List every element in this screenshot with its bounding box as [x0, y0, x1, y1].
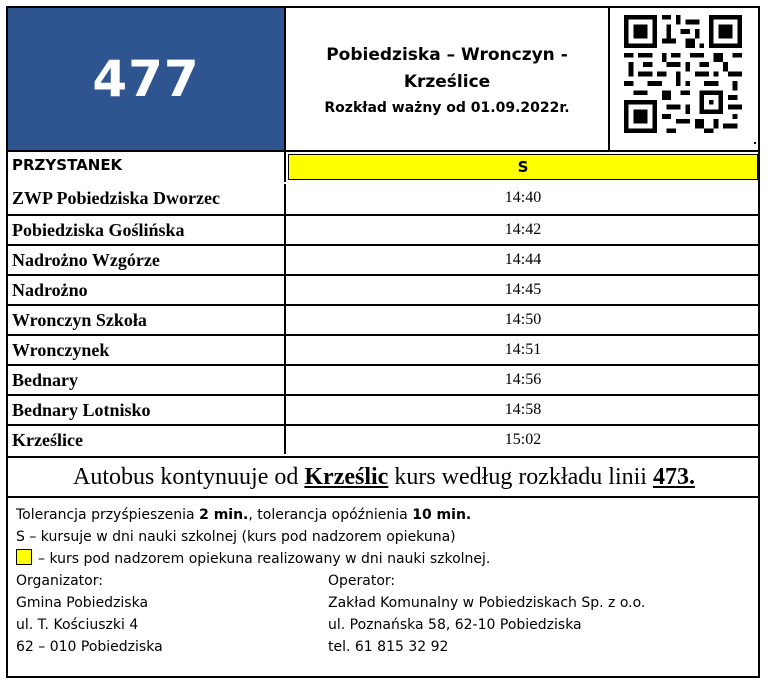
tolerance-prefix: Tolerancja przyśpieszenia	[16, 507, 200, 523]
corner-dot	[754, 142, 756, 144]
line-number: 477	[92, 50, 200, 108]
notes-section	[16, 504, 756, 658]
legend-note	[16, 548, 756, 570]
departure-time: 14:45	[504, 281, 542, 298]
table-row	[8, 274, 760, 304]
operator-phone: tel. 61 815 32 92	[328, 639, 449, 655]
departure-time: 14:40	[504, 189, 542, 206]
continuation-middle: kurs według rozkładu linii	[388, 464, 653, 490]
table-row	[8, 394, 760, 424]
operator-name: Zakład Komunalny w Pobiedziskach Sp. z o.o.	[328, 595, 646, 611]
table-header-row	[8, 150, 760, 182]
organizer-label: Organizator:	[16, 573, 103, 589]
organizer-city: 62 – 010 Pobiedziska	[16, 639, 163, 655]
departure-time: 14:50	[504, 311, 542, 328]
stops-table	[8, 184, 760, 454]
tolerance-early: 2 min.	[199, 507, 249, 523]
operator-street: ul. Poznańska 58, 62-10 Pobiedziska	[328, 617, 582, 633]
stop-name: Pobiedziska Goślińska	[8, 216, 286, 244]
continuation-prefix: Autobus kontynuuje od	[73, 464, 305, 490]
continuation-line: 473.	[652, 464, 695, 490]
continuation-note	[8, 456, 760, 498]
line-number-box	[8, 8, 286, 150]
table-row	[8, 334, 760, 364]
table-row	[8, 214, 760, 244]
tolerance-late: 10 min.	[412, 507, 472, 523]
departure-time: 15:02	[504, 431, 542, 448]
departure-time: 14:51	[504, 341, 542, 358]
operator-label: Operator:	[328, 573, 396, 589]
validity-date: Rozkład ważny od 01.09.2022r.	[324, 100, 570, 116]
contacts	[16, 570, 756, 658]
stop-name: Wronczynek	[8, 336, 286, 364]
route-header	[286, 8, 610, 150]
stop-name: Bednary	[8, 366, 286, 394]
table-row	[8, 364, 760, 394]
stop-name: Bednary Lotnisko	[8, 396, 286, 424]
stop-name: ZWP Pobiedziska Dworzec	[8, 184, 286, 214]
stop-name: Nadrożno Wzgórze	[8, 246, 286, 274]
departure-time: 14:58	[504, 401, 542, 418]
organizer-street: ul. T. Kościuszki 4	[16, 617, 139, 633]
qr-code-icon	[624, 14, 742, 134]
table-row	[8, 424, 760, 454]
stop-name: Krześlice	[8, 426, 286, 454]
tolerance-middle: , tolerancja opóźnienia	[248, 507, 413, 523]
tolerance-note	[16, 504, 756, 526]
stop-name: Nadrożno	[8, 276, 286, 304]
course-column-header: S	[288, 154, 758, 180]
continuation-place: Krześlic	[304, 464, 389, 490]
organizer-name: Gmina Pobiedziska	[16, 595, 149, 611]
legend-text: – kurs pod nadzorem opiekuna realizowany w dni nauki szkolnej.	[38, 551, 491, 567]
departure-time: 14:44	[504, 251, 542, 268]
table-row	[8, 184, 760, 214]
departure-time: 14:42	[504, 221, 542, 238]
route-title: Pobiedziska – Wronczyn - Krześlice	[326, 45, 568, 92]
stop-column-header: PRZYSTANEK	[8, 152, 286, 182]
departure-time: 14:56	[504, 371, 542, 388]
timetable-sheet	[6, 6, 760, 678]
yellow-legend-swatch	[16, 549, 32, 565]
table-row	[8, 244, 760, 274]
stop-name: Wronczyn Szkoła	[8, 306, 286, 334]
operator-block	[328, 570, 756, 658]
organizer-block	[16, 570, 328, 658]
qr-code-box	[610, 8, 760, 150]
s-course-note: S – kursuje w dni nauki szkolnej (kurs pod nadzorem opiekuna)	[16, 529, 456, 545]
table-row	[8, 304, 760, 334]
